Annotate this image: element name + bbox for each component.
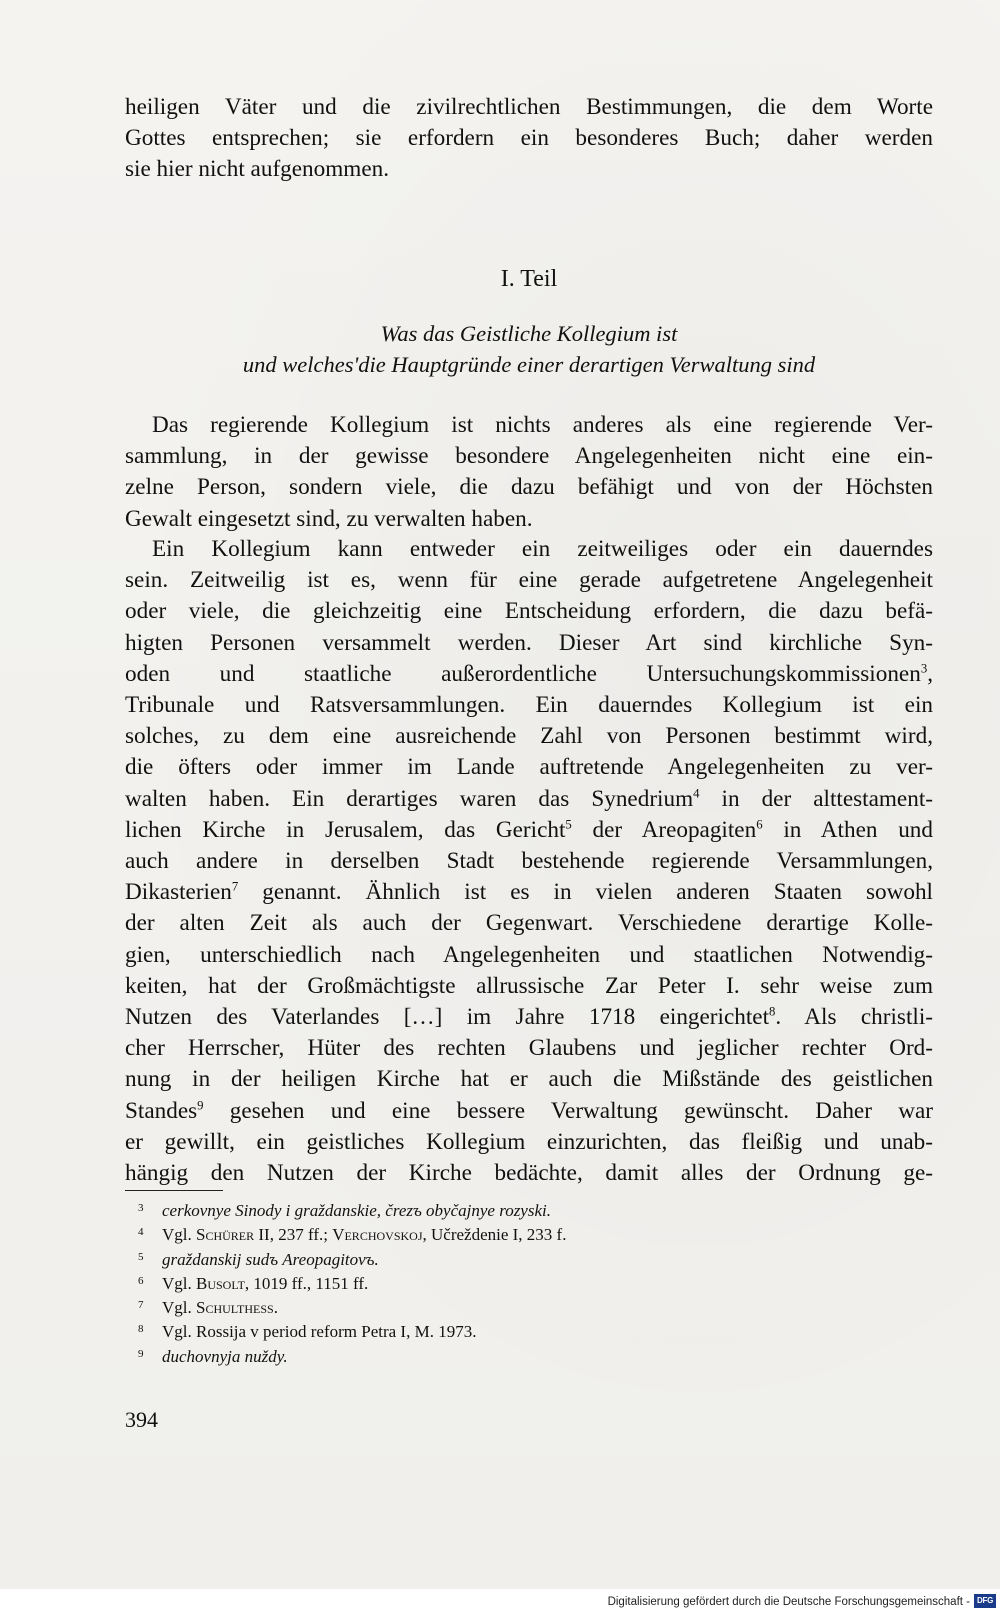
author-name: Schulthess [196,1298,274,1318]
footnote-text: Vgl. [162,1298,196,1318]
text-line: hängig den Nutzen der Kirche bedächte, damit alles der Ordnung ge- [125,1160,933,1187]
footnote-text: , Učreždenie I, 233 f. [422,1225,567,1245]
footnote-divider [125,1190,223,1191]
footnote-text: II, 237 ff.; [254,1225,333,1245]
text-line: Gottes entsprechen; sie erfordern ein besonderes Buch; daher werden [125,125,933,152]
text-line [125,815,933,846]
text-line: sein. Zeitweilig ist es, wenn für eine gerade aufgetretene Angelegenheit [125,567,933,594]
text-line: auch andere in derselben Stadt bestehende regierende Versammlungen, [125,848,933,875]
author-name: Schürer [196,1225,255,1245]
footnote-ref[interactable]: 7 [231,879,239,894]
footnote-8 [125,1320,825,1344]
footnote-text: cerkovnye Sinody i graždanskie, črezъ obyčajnye rozyski. [162,1201,551,1220]
text-line: die öfters oder immer im Lande auftretende Angelegenheiten zu ver- [125,754,933,781]
footnote-9 [125,1345,825,1369]
footnotes [125,1199,825,1369]
text-line: cher Herrscher, Hüter des rechten Glaubens und jeglicher rechter Ord- [125,1035,933,1062]
text-segment: in der alttestament- [699,785,933,812]
part-heading: I. Teil [500,266,558,292]
text-segment: walten haben. Ein derartiges waren das Synedrium [125,785,694,812]
text-line: er gewillt, ein geistliches Kollegium einzurichten, das fleißig und unab- [125,1128,933,1155]
text-segment: Standes [125,1097,198,1124]
text-segment: oden und staatliche außerordentliche Untersuchungskommissionen [125,660,921,687]
footnote-text: Vgl. [162,1273,196,1293]
text-line: Gewalt eingesetzt sind, zu verwalten haben. [125,505,533,532]
footnote-number: 3 [138,1202,144,1214]
text-line: solches, zu dem eine ausreichende Zahl von Personen bestimmt wird, [125,723,933,750]
text-line [125,1096,933,1127]
dfg-logo-icon: DFG [974,1594,996,1608]
footnote-ref[interactable]: 3 [920,661,928,676]
footnote-4 [125,1223,825,1247]
footnote-ref[interactable]: 5 [565,817,572,832]
footnote-text: , 1019 ff., 1151 ff. [244,1273,369,1293]
subtitle-line: und welches'die Hauptgründe einer derartigen Verwaltung sind [242,352,816,377]
footnote-text: graždanskij sudъ Areopagitovъ. [162,1249,379,1269]
footnote-7 [125,1296,825,1320]
footnote-number: 9 [138,1347,144,1360]
text-line: Das regierende Kollegium ist nichts anderes als eine regierende Ver- [152,412,933,438]
text-line: Tribunale und Ratsversammlungen. Ein dauerndes Kollegium ist ein [125,692,933,719]
paragraph-1 [125,410,933,535]
text-line: sammlung, in der gewisse besondere Angelegenheiten nicht eine ein- [125,443,933,470]
author-name: Verchovskoj [332,1225,423,1245]
footnote-number: 8 [138,1323,144,1336]
text-segment: in Athen und [762,816,933,843]
text-line: heiligen Väter und die zivilrechtlichen Bestimmungen, die dem Worte [125,94,933,120]
author-name: Busolt [196,1273,245,1293]
digitization-footer [0,1589,1000,1611]
text-line: nung in der heiligen Kirche hat er auch die Mißstände des geistlichen [125,1066,933,1093]
text-segment: Dikasterien [125,879,232,906]
text-line: gien, unterschiedlich nach Angelegenheiten und staatlichen Notwendig- [125,941,933,968]
footnote-text: duchovnyja nuždy. [162,1346,288,1366]
text-line: Ein Kollegium kann entweder ein zeitweiliges oder ein dauerndes [152,536,933,562]
text-segment: lichen Kirche in Jerusalem, das Gericht [125,816,566,843]
text-segment: Nutzen des Vaterlandes […] im Jahre 1718 eingerichtet [125,1004,770,1031]
subtitle-line: Was das Geistliche Kollegium ist [380,321,678,346]
text-line [125,1002,933,1033]
footnote-ref[interactable]: 6 [756,817,763,832]
footnote-number: 6 [138,1274,144,1287]
text-line: der alten Zeit als auch der Gegenwart. Verschiedene derartige Kolle- [125,910,933,937]
text-segment: , [927,660,933,687]
footnote-number: 4 [138,1226,144,1239]
footer-credit-text: Digitalisierung gefördert durch die Deutsche Forschungsgemeinschaft - [607,1596,970,1608]
intro-paragraph [125,92,933,186]
footnote-text: Vgl. Rossija v period reform Petra I, M. 1973. [162,1322,477,1342]
footnote-6 [125,1272,825,1296]
footnote-3 [125,1199,825,1223]
text-line: oder viele, die gleichzeitig eine Entscheidung erfordern, die dazu befä- [125,598,933,625]
text-line [125,659,933,690]
text-line [125,877,933,908]
footnote-5 [125,1248,825,1272]
text-segment: gesehen und eine bessere Verwaltung gewünscht. Daher war [203,1097,933,1124]
text-line [125,784,933,815]
paragraph-2 [125,534,933,1189]
text-line: zelne Person, sondern viele, die dazu befähigt und von der Höchsten [125,474,933,501]
footnote-ref[interactable]: 4 [693,785,700,800]
footnote-ref[interactable]: 8 [769,1004,776,1019]
footnote-ref[interactable]: 9 [197,1097,204,1112]
text-line: keiten, hat der Großmächtigste allrussische Zar Peter I. sehr weise zum [125,972,933,999]
footnote-number: 5 [138,1250,144,1263]
footnote-text: Vgl. [162,1225,196,1245]
text-segment: genannt. Ähnlich ist es in vielen anderen Staaten sowohl [238,879,933,906]
page-number: 394 [125,1407,158,1432]
text-line: higten Personen versammelt werden. Dieser Art sind kirchliche Syn- [125,629,933,656]
text-segment: . Als christli- [775,1004,933,1031]
part-subtitle [125,318,933,380]
footnote-text: . [273,1298,278,1318]
text-segment: der Areopagiten [571,816,757,843]
footnote-number: 7 [138,1299,144,1312]
text-line: sie hier nicht aufgenommen. [125,156,389,183]
